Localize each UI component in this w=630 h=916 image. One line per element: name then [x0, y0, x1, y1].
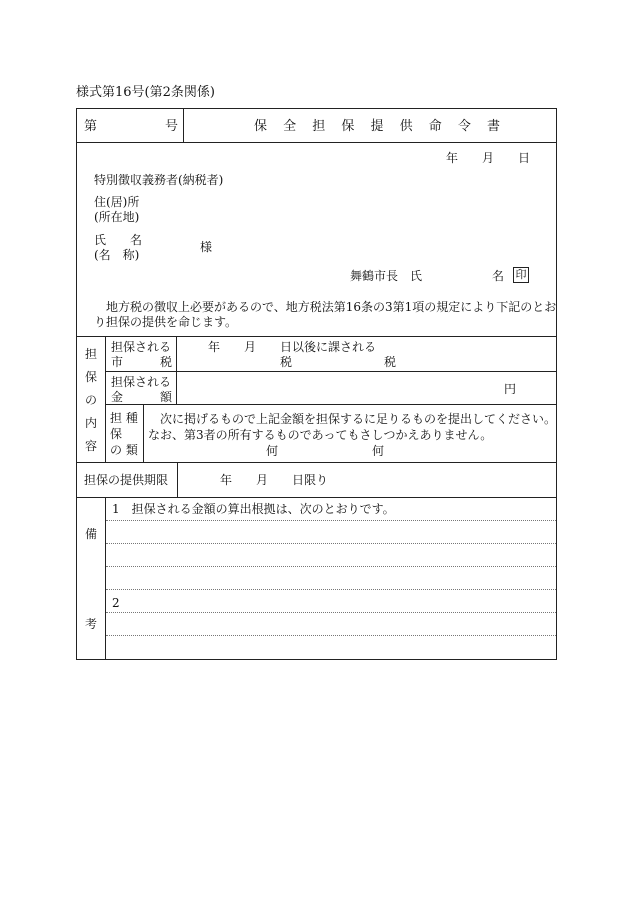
- amount-top-line: [105, 371, 557, 372]
- remarks-side-char-1: 備: [85, 527, 98, 541]
- remarks-line-4: [106, 589, 556, 590]
- date-month: 月: [482, 151, 495, 165]
- amount-label-gaku: 額: [160, 390, 173, 404]
- kind-nani-1: 何: [266, 444, 279, 458]
- remarks-line-5: [106, 612, 556, 613]
- kind-label-divider: [143, 404, 144, 462]
- recipient-label: 特別徴収義務者(納税者): [94, 173, 224, 187]
- issuer-name-char: 名: [492, 269, 505, 283]
- content-side-char-5: 容: [85, 439, 98, 453]
- kind-label-2: 保: [110, 427, 123, 441]
- deadline-top-line: [76, 462, 557, 463]
- body-text-line-1: 地方税の徴収上必要があるので、地方税法第16条の3第1項の規定により下記のとお: [106, 300, 557, 314]
- remarks-side-char-2: 考: [85, 617, 98, 631]
- seal-box: 印: [513, 267, 529, 283]
- amount-label-kin: 金: [111, 390, 124, 404]
- remarks-line-3: [106, 566, 556, 567]
- tax-label-line-1: 担保される: [111, 340, 172, 354]
- amount-unit: 円: [504, 382, 517, 396]
- remarks-line-1: [106, 520, 556, 521]
- name-label: 氏 名: [94, 233, 143, 247]
- number-suffix: 号: [165, 119, 179, 134]
- tax-label-zei: 税: [160, 355, 173, 369]
- tax-type-1: 税: [280, 355, 293, 369]
- tax-type-2: 税: [384, 355, 397, 369]
- kind-text-line-1: 次に掲げるもので上記金額を担保するに足りるものを提出してください。: [160, 412, 557, 426]
- kind-label-1: 担 種: [110, 411, 138, 425]
- remarks-item-2: 2: [112, 596, 120, 610]
- date-year: 年: [446, 151, 459, 165]
- header-divider: [183, 108, 184, 143]
- form-number: 様式第16号(第2条関係): [76, 85, 215, 100]
- content-side-divider: [105, 336, 106, 462]
- kind-text-line-2: なお、第3者の所有するものであってもさしつかえありません。: [148, 428, 493, 442]
- number-prefix: 第: [84, 119, 98, 134]
- document-title: 保 全 担 保 提 供 命 令 書: [254, 119, 507, 134]
- remarks-item-1: 1 担保される金額の算出根拠は、次のとおりです。: [112, 502, 395, 516]
- company-name-label: (名 称): [94, 248, 140, 262]
- tax-label-divider: [176, 336, 177, 404]
- amount-label-line-1: 担保される: [111, 375, 172, 389]
- date-day: 日: [518, 151, 531, 165]
- body-text-line-2: り担保の提供を命じます。: [94, 315, 238, 329]
- deadline-value: 年 月 日限り: [220, 473, 329, 487]
- content-side-char-2: 保: [85, 370, 98, 384]
- remarks-top-line: [76, 497, 557, 498]
- deadline-label: 担保の提供期限: [84, 473, 169, 487]
- kind-label-3: の 類: [110, 443, 138, 457]
- remarks-line-2: [106, 543, 556, 544]
- honorific: 様: [200, 240, 213, 254]
- location-label: (所在地): [94, 210, 140, 224]
- kind-top-line: [105, 404, 557, 405]
- kind-nani-2: 何: [372, 444, 385, 458]
- issuer-label: 舞鶴市長 氏: [350, 269, 423, 283]
- content-top-line: [76, 336, 557, 337]
- address-label: 住(居)所: [94, 195, 140, 209]
- content-side-char-1: 担: [85, 347, 98, 361]
- main-frame: [76, 142, 557, 660]
- deadline-divider: [177, 462, 178, 497]
- remarks-line-6: [106, 635, 556, 636]
- content-side-char-4: 内: [85, 416, 98, 430]
- tax-label-shi: 市: [111, 355, 124, 369]
- tax-date-line: 年 月 日以後に課される: [208, 340, 377, 354]
- content-side-char-3: の: [85, 393, 98, 407]
